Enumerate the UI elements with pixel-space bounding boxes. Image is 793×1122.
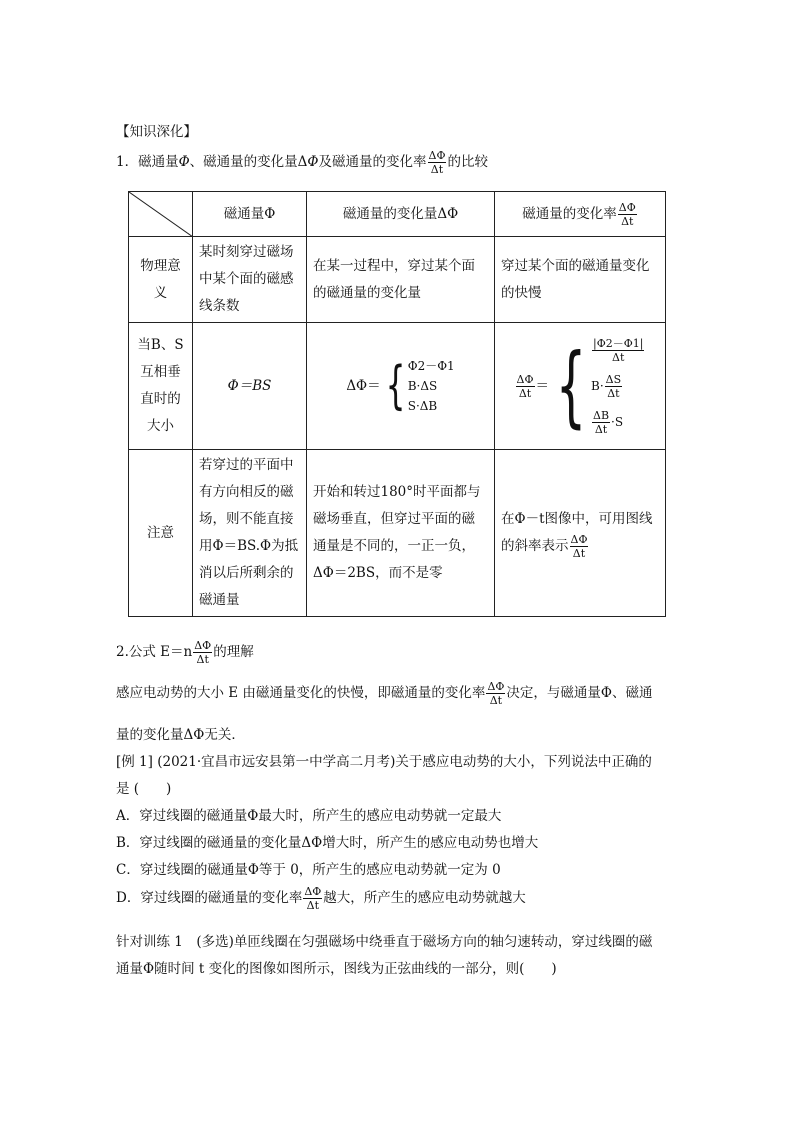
example-1-line-2: 是 ( ) (116, 781, 172, 797)
perp-rate-equals: ＝ (535, 377, 549, 394)
fraction-numerator: ΔΦ (194, 639, 212, 652)
fraction-numerator: ΔΦ (428, 149, 446, 162)
fraction-numerator: |Φ2－Φ1| (593, 336, 644, 350)
fraction-denominator: Δt (572, 547, 586, 560)
header-flux: 磁通量Φ (193, 192, 307, 237)
fraction-numerator: ΔB (593, 408, 610, 422)
table-row-meaning (129, 237, 666, 323)
rate-case-2-prefix: B· (591, 378, 604, 393)
header-flux-rate-fraction (618, 202, 637, 227)
heading-1-mid2: 及磁通量的变化率 (318, 154, 427, 170)
note-flux-rate (495, 450, 666, 617)
perp-flux-change-formula (346, 356, 454, 416)
fraction-denominator: Δt (196, 653, 209, 666)
option-d-prefix: D．穿过线圈的磁通量的变化率 (116, 890, 303, 906)
perp-flux (193, 323, 307, 450)
row-label-meaning: 物理意义 (129, 237, 193, 323)
case-line-1: Φ2－Φ1 (407, 359, 455, 373)
table-row-note (129, 450, 666, 617)
header-flux-rate-text: 磁通量的变化率 (522, 205, 617, 222)
rate-case-3-suffix: ·S (611, 414, 624, 429)
table-row-perpendicular (129, 323, 666, 450)
note-flux: 若穿过的平面中有方向相反的磁场，则不能直接用Φ＝BS.Φ为抵消以后所剩余的磁通量 (193, 450, 307, 617)
row-label-perpendicular: 当B、S互相垂直时的大小 (129, 323, 193, 450)
row-label-note: 注意 (129, 450, 193, 617)
training-1-line-2: 通量Φ随时间 t 变化的图像如图所示，图线为正弦曲线的一部分，则( ) (116, 961, 557, 977)
fraction-numerator: ΔΦ (487, 680, 505, 693)
header-flux-change: 磁通量的变化量ΔΦ (307, 192, 495, 237)
note-flux-change: 开始和转过180°时平面都与磁场垂直，但穿过平面的磁通量是不同的，一正一负，ΔΦ＝2BS，而不是零 (307, 450, 495, 617)
option-b: B．穿过线圈的磁通量的变化量ΔΦ增大时，所产生的感应电动势也增大 (116, 835, 539, 851)
paragraph-line-2: 量的变化量ΔΦ无关． (116, 727, 245, 743)
rate-case-2 (591, 368, 645, 404)
fraction-numerator: ΔΦ (516, 372, 534, 386)
rate-case-3-fraction (592, 410, 610, 435)
example-1-tag: [例 1] (116, 754, 153, 770)
note-flux-rate-fraction (570, 534, 589, 559)
option-a: A．穿过线圈的磁通量Φ最大时，所产生的感应电动势就一定最大 (116, 808, 502, 824)
case-line-3: S·ΔB (407, 399, 438, 413)
perp-flux-rate (495, 323, 666, 450)
fraction-denominator: Δt (430, 163, 444, 176)
perp-flux-formula: Φ＝BS (227, 377, 272, 394)
heading-1-phi: Φ (178, 154, 190, 170)
meaning-flux: 某时刻穿过磁场中某个面的磁感线条数 (193, 237, 307, 323)
comparison-table (128, 191, 666, 617)
heading-1-phi2: Φ (307, 154, 319, 170)
fraction-denominator: Δt (607, 386, 620, 400)
paragraph-line-1 (116, 681, 652, 706)
perp-flux-change-lhs: ΔΦ＝ (346, 377, 381, 394)
fraction-numerator: ΔΦ (304, 885, 322, 898)
fraction-numerator: ΔΦ (570, 533, 588, 546)
note-flux-rate-text: 在Φ－t图像中，可用图线的斜率表示 (501, 511, 653, 554)
perp-rate-cases (591, 332, 645, 440)
fraction-denominator: Δt (594, 422, 608, 436)
fraction-denominator: Δt (306, 899, 319, 912)
heading-1-prefix: 1．磁通量 (116, 154, 179, 170)
perp-flux-rate-formula (515, 332, 646, 440)
fraction-numerator: ΔΦ (618, 200, 636, 214)
option-c: C．穿过线圈的磁通量Φ等于 0，所产生的感应电动势就一定为 0 (116, 862, 501, 878)
fraction-denominator: Δt (489, 694, 503, 707)
diagonal-corner-cell (129, 192, 193, 237)
case-line-2: B·ΔS (407, 379, 438, 393)
heading-1-mid: 、磁通量的变化量Δ (189, 154, 308, 170)
rate-case-3 (591, 404, 645, 440)
table-header-row (129, 192, 666, 237)
paragraph-part-1: 感应电动势的大小 E 由磁通量变化的快慢，即磁通量的变化率 (116, 685, 486, 701)
paragraph-fraction (486, 681, 505, 706)
option-d-suffix: 越大，所产生的感应电动势就越大 (323, 890, 526, 906)
meaning-flux-change: 在某一过程中，穿过某个面的磁通量的变化量 (307, 237, 495, 323)
heading-1-fraction (428, 150, 447, 175)
heading-1-suffix: 的比较 (447, 154, 488, 170)
paragraph-part-2: 决定，与磁通量Φ、磁通 (506, 685, 653, 701)
heading-1 (116, 150, 488, 175)
rate-case-2-fraction (605, 374, 622, 399)
rate-case-1-fraction (592, 338, 644, 363)
fraction-numerator: ΔS (605, 372, 622, 386)
heading-2-suffix: 的理解 (213, 644, 254, 660)
example-1-stem: (2021·宜昌市远安县第一中学高二月考)关于感应电动势的大小，下列说法中正确的 (157, 754, 652, 770)
rate-case-1 (591, 332, 645, 368)
meaning-flux-rate: 穿过某个面的磁通量变化的快慢 (495, 237, 666, 323)
option-d (116, 886, 526, 911)
left-brace: { (555, 334, 587, 437)
fraction-denominator: Δt (518, 386, 532, 400)
fraction-denominator: Δt (612, 350, 625, 364)
heading-2 (116, 640, 254, 665)
header-flux-rate (495, 192, 666, 237)
left-brace: { (385, 356, 406, 416)
perp-flux-change (307, 323, 495, 450)
training-1-line-1: 针对训练 1 (多选)单匝线圈在匀强磁场中绕垂直于磁场方向的轴匀速转动，穿过线圈的磁 (116, 934, 653, 950)
option-d-fraction (303, 886, 322, 911)
perp-rate-lhs-fraction (516, 374, 535, 399)
heading-2-prefix: 2.公式 E＝n (116, 644, 193, 660)
diagonal-line (129, 192, 193, 237)
section-label: 【知识深化】 (116, 124, 197, 140)
example-1-line-1 (116, 750, 652, 770)
heading-2-fraction (193, 640, 212, 665)
perp-flux-change-cases (408, 356, 455, 416)
fraction-denominator: Δt (621, 214, 634, 228)
